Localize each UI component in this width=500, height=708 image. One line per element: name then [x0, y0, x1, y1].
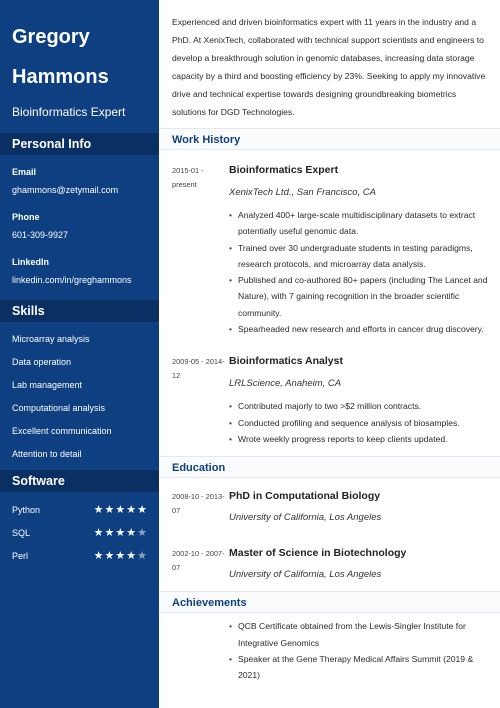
star-filled-icon: ★	[115, 550, 126, 562]
software-item	[0, 544, 159, 567]
education-entry	[159, 480, 500, 523]
achievement-item: • Speaker at the Gene Therapy Medical Affairs Summit (2019 & 2021)	[229, 651, 488, 684]
skills-list	[0, 328, 159, 466]
software-item	[0, 521, 159, 544]
linkedin-value[interactable]: linkedin.com/in/greghammons	[12, 275, 132, 285]
job-company: LRLScience, Anaheim, CA	[229, 378, 342, 390]
skills-heading: Skills	[0, 300, 159, 322]
star-filled-icon: ★	[93, 527, 104, 539]
education-dates: 2002-10 - 2007-07	[172, 549, 225, 573]
email-label: Email	[12, 167, 37, 177]
star-filled-icon: ★	[93, 504, 104, 516]
skill-item: Lab management	[12, 380, 83, 390]
job-dates: 2009-05 - 2014-12	[172, 357, 225, 381]
software-name: SQL	[12, 527, 31, 538]
star-filled-icon: ★	[126, 504, 137, 516]
education-dates: 2008-10 - 2013-07	[172, 492, 225, 516]
software-list	[0, 498, 159, 567]
job-bullets	[229, 207, 488, 337]
job-bullet: • Trained over 30 undergraduate students in testing paradigms, research protocols, and microarray data analysis.	[229, 240, 488, 273]
skill-item: Attention to detail	[12, 449, 82, 459]
job-bullets	[229, 398, 488, 447]
first-name: Gregory	[12, 26, 90, 48]
software-name: Python	[12, 504, 41, 515]
software-name: Perl	[12, 550, 29, 561]
skill-item: Excellent communication	[12, 426, 112, 436]
job-dates: 2015-01 - present	[172, 166, 204, 189]
software-rating	[94, 503, 147, 516]
star-filled-icon: ★	[137, 504, 147, 516]
job-bullet: • Published and co-authored 80+ papers (including The Lancet and Nature), with 7 gaining recognition in the broader scientific community.	[229, 272, 488, 321]
education-school: University of California, Los Angeles	[229, 569, 382, 581]
personal-info-section	[0, 167, 159, 285]
professional-summary: Experienced and driven bioinformatics expert with 11 years in the industry and a PhD. At XenixTech, collaborated with technical support scientists and engineers to develop a breakthrough solution in genomic databases, increasing data storage capacity by a third and boosting efficiency by 23%. Seeking to apply my innovative drive and technical expertise towards designing groundbreaking biometrics solutions for DGD Technologies.	[172, 17, 486, 117]
achievements-list	[229, 618, 488, 683]
main-content	[159, 0, 500, 708]
star-empty-icon: ★	[137, 550, 147, 562]
education-body	[229, 537, 488, 580]
skill-item: Microarray analysis	[12, 334, 90, 344]
work-history-heading: Work History	[159, 128, 500, 150]
sidebar	[0, 0, 159, 708]
job-bullet: • Wrote weekly progress reports to keep clients updated.	[229, 431, 488, 447]
job-body	[229, 154, 488, 337]
star-filled-icon: ★	[104, 550, 115, 562]
job-entry	[159, 154, 500, 337]
skill-item: Computational analysis	[12, 403, 106, 413]
last-name: Hammons	[12, 66, 109, 88]
star-filled-icon: ★	[104, 504, 115, 516]
achievements-spacer	[172, 613, 229, 683]
work-history-list	[159, 154, 500, 447]
job-company: XenixTech Ltd., San Francisco, CA	[229, 187, 376, 198]
job-bullet: • Analyzed 400+ large-scale multidisciplinary datasets to extract potentially useful genomic data.	[229, 207, 488, 240]
linkedin-label: LinkedIn	[12, 257, 50, 267]
star-filled-icon: ★	[126, 550, 137, 562]
job-title: Bioinformatics Expert	[229, 164, 339, 176]
education-school: University of California, Los Angeles	[229, 512, 382, 524]
phone-label: Phone	[12, 212, 40, 222]
job-title-headline: Bioinformatics Expert	[12, 105, 126, 119]
education-degree: PhD in Computational Biology	[229, 490, 381, 503]
education-list	[159, 480, 500, 580]
star-empty-icon: ★	[137, 527, 147, 539]
email-value[interactable]: ghammons@zetymail.com	[12, 185, 119, 195]
job-title: Bioinformatics Analyst	[229, 355, 343, 368]
education-heading: Education	[159, 456, 500, 478]
star-filled-icon: ★	[115, 504, 126, 516]
achievements-heading: Achievements	[159, 591, 500, 613]
education-body	[229, 480, 488, 523]
phone-value[interactable]: 601-309-9927	[12, 230, 69, 240]
star-filled-icon: ★	[126, 527, 137, 539]
achievement-item: • QCB Certificate obtained from the Lewis-Singler Institute for Integrative Genomics	[229, 618, 488, 651]
software-rating	[94, 549, 147, 562]
software-item	[0, 498, 159, 521]
job-body	[229, 345, 488, 447]
education-degree: Master of Science in Biotechnology	[229, 547, 407, 560]
candidate-name	[0, 0, 159, 97]
star-filled-icon: ★	[104, 527, 115, 539]
education-entry	[159, 537, 500, 580]
star-filled-icon: ★	[115, 527, 126, 539]
job-bullet: • Contributed majorly to two >$2 million contracts.	[229, 398, 488, 414]
job-bullet: • Spearheaded new research and efforts in cancer drug discovery.	[229, 321, 488, 337]
software-heading: Software	[0, 470, 159, 492]
star-filled-icon: ★	[93, 550, 104, 562]
skill-item: Data operation	[12, 357, 72, 367]
job-bullet: • Conducted profiling and sequence analysis of biosamples.	[229, 415, 488, 431]
achievements-entry	[159, 613, 500, 683]
job-entry	[159, 345, 500, 447]
personal-info-heading: Personal Info	[0, 133, 159, 155]
software-rating	[94, 526, 147, 539]
